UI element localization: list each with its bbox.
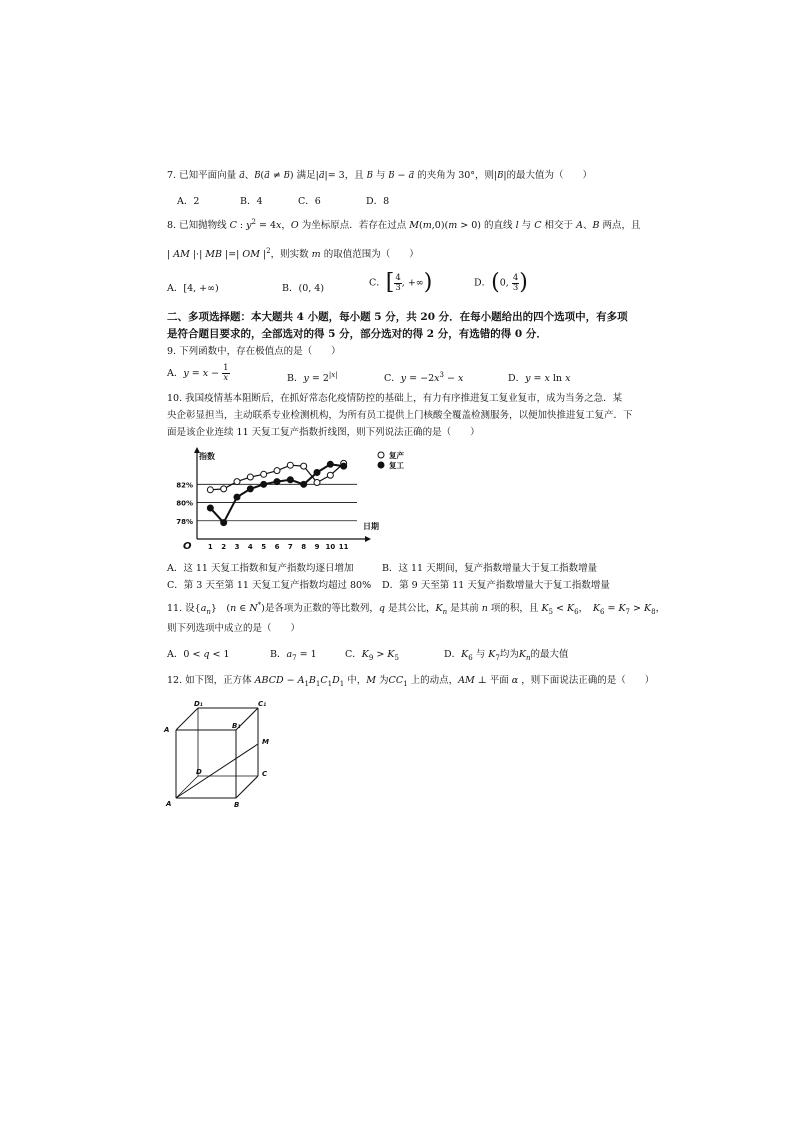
data-point — [287, 477, 293, 483]
y-tick-label: 78% — [176, 517, 193, 526]
q9-option-d-label: D． — [508, 373, 526, 384]
q8-option-c-label: C． — [369, 277, 386, 289]
data-point — [301, 463, 307, 469]
q11-option-d[interactable]: D．$K_6$ 与 $K_7$均为$K_n$的最大值 — [444, 649, 569, 662]
q11-stem-line1: 11. 设$\{a_n\}$ (n ∈ N*)是各项为正数的等比数列，q 是其公比，$K_n$ 是其前 n 项的积，且 $K_5 < K_6$， $K_6 = K_7 > K_8$， — [167, 601, 666, 617]
q11-text-a: 11. 设 — [167, 603, 195, 615]
q7-rest: 的夹角为 30°，则| — [417, 170, 498, 181]
q11-text-d: 是其前 — [450, 603, 479, 615]
cube-label-m: M — [262, 738, 269, 746]
data-point — [261, 471, 267, 477]
q8-text-a: 8. 已知抛物线 — [167, 220, 227, 232]
x-tick-label: 9 — [314, 543, 320, 551]
q9-option-d[interactable]: D．y = x ln x — [508, 373, 571, 384]
cube-label-b: B — [234, 801, 240, 809]
q8-option-a-label: A． — [167, 283, 184, 294]
data-point — [314, 469, 320, 475]
x-tick-label: 4 — [247, 543, 253, 551]
q7-option-d[interactable]: D．8 — [366, 196, 390, 207]
q9-option-b[interactable]: B．$y = 2^{|x|}$ — [287, 370, 338, 384]
q11-option-a-label: A． — [167, 649, 184, 660]
x-tick-label: 1 — [207, 543, 213, 551]
cube-label-c: C — [262, 770, 268, 778]
x-tick-label: 11 — [338, 543, 349, 551]
q8-text-g: ，则实数 — [270, 249, 309, 261]
q8-stem-line1: 8. 已知抛物线 C : $y^2 = 4x$，O 为坐标原点．若存在过点 M(m,0)(m > 0) 的直线 l 与 C 相交于 A、B 两点，且 — [167, 218, 641, 232]
cube-label-a: A — [166, 800, 172, 808]
q11-option-d-text2: 的最大值 — [530, 649, 569, 660]
y-tick-label: 80% — [176, 499, 193, 508]
q11-option-b[interactable]: B．$a_7 = 1$ — [270, 649, 317, 662]
x-tick-label: 5 — [261, 543, 267, 551]
q12-text-f: ，则下面说法正确的是（ ） — [521, 675, 655, 686]
y-tick-label: 82% — [176, 481, 193, 490]
q8-text-c: 的直线 — [484, 220, 513, 232]
line-chart — [165, 447, 415, 555]
x-tick-label: 3 — [234, 543, 240, 551]
legend-marker — [378, 452, 384, 458]
q11-option-c-label: C． — [345, 649, 362, 660]
q9-option-c-label: C． — [384, 373, 401, 384]
section2-heading-line1: 二、多项选择题：本大题共 4 小题，每小题 5 分，共 20 分．在每小题给出的四个选项中，有多项 — [167, 311, 628, 323]
q11-option-d-label: D． — [444, 649, 462, 660]
q7-prefix: 7. 已知平面向量 — [167, 170, 237, 181]
q8-option-c[interactable]: C．[ $\frac{4}{3}$ , +∞) — [369, 270, 433, 295]
x-axis-arrow — [365, 536, 371, 542]
q10-stem-line3: 面是该企业连续 11 天复工复产指数折线图，则下列说法正确的是（ ） — [167, 427, 480, 438]
q8-text-f: 两点，且 — [602, 220, 641, 232]
q8-text-d: 与 — [521, 220, 532, 232]
data-point — [301, 481, 307, 487]
cube-segment-am — [176, 744, 258, 798]
q7-option-c[interactable]: C．6 — [298, 196, 321, 207]
cube-label-a1: A — [164, 726, 170, 734]
x-tick-label: 2 — [221, 543, 227, 551]
q7-cond: 满足| — [296, 170, 319, 181]
q7-tail: |的最大值为（ ） — [503, 170, 593, 181]
data-point — [207, 487, 213, 493]
cube-label-c1: C₁ — [258, 700, 267, 708]
q12-text-e: 平面 — [489, 675, 509, 686]
q9-stem: 9. 下列函数中，存在极值点的是（ ） — [167, 346, 341, 357]
q10-option-d[interactable]: D．第 9 天至第 11 天复产指数增量大于复工指数增量 — [382, 580, 610, 591]
q12-text-d: 上的动点， — [410, 675, 459, 686]
data-point — [274, 468, 280, 474]
q8-option-d[interactable]: D．(0, $\frac{4}{3}$ ) — [474, 270, 528, 295]
cube-figure — [160, 700, 280, 810]
x-tick-label: 10 — [325, 543, 336, 551]
q7-norm: |= 3，且 — [324, 170, 364, 181]
data-point — [207, 505, 213, 511]
q8-option-d-label: D． — [474, 277, 492, 289]
cube-label-b1: B₁ — [232, 722, 241, 730]
legend-marker — [378, 462, 384, 468]
q11-option-d-text1: 均为 — [499, 649, 519, 660]
x-axis-label: 日期 — [363, 522, 379, 531]
q10-option-c[interactable]: C．第 3 天至第 11 天复工复产指数均超过 80% — [167, 580, 372, 591]
q12-text-c: 为 — [379, 675, 389, 686]
q7-stem: 7. 已知平面向量 a⃗、b⃗(a⃗ ≠ b⃗) 满足|a|= 3，且 b⃗ 与 b⃗ − a⃗ 的夹角为 30°，则|b|的最大值为（ ） — [167, 170, 593, 181]
q8-stem-line2: | AM |·| MB |=| OM $|^2$，则实数 m 的取值范围为（ ） — [167, 247, 419, 261]
data-point — [274, 479, 280, 485]
q12-text-b: 中， — [347, 675, 367, 686]
q10-stem-line1: 10. 我国疫情基本阻断后，在抓好常态化疫情防控的基础上，有力有序推进复工复业复市，成为当务之急．某 — [167, 393, 623, 404]
data-point — [327, 461, 333, 467]
data-point — [221, 486, 227, 492]
q7-option-b[interactable]: B．4 — [240, 196, 263, 207]
q9-option-c[interactable]: C．$y = -2x^3 - x$ — [384, 370, 464, 384]
q8-text-b: 为坐标原点．若存在过点 — [301, 220, 407, 232]
q11-option-c[interactable]: C．$K_9 > K_5$ — [345, 649, 399, 662]
cube-edge-a1-d1 — [176, 708, 198, 730]
x-tick-label: 7 — [287, 543, 293, 551]
legend-label: 复产 — [389, 451, 404, 460]
data-point — [234, 494, 240, 500]
cube-label-d: D — [196, 768, 202, 776]
q10-option-b[interactable]: B．这 11 天期间，复产指数增量大于复工指数增量 — [382, 563, 598, 574]
q11-option-a[interactable]: A．0 < q < 1 — [167, 649, 230, 660]
q8-text-e: 相交于 — [544, 220, 574, 232]
data-point — [247, 474, 253, 480]
data-point — [261, 481, 267, 487]
q7-option-a[interactable]: A．2 — [177, 196, 200, 207]
q12-stem: 12. 如下图，正方体 ABCD − $A_1B_1C_1D_1$ 中，M 为$CC_1$ 上的动点，AM ⊥ 平面 α ，则下面说法正确的是（ ） — [167, 675, 655, 688]
section2-heading-line2: 是符合题目要求的，全部选对的得 5 分，部分选对的得 2 分，有选错的得 0 分． — [167, 328, 547, 340]
q9-option-a-label: A． — [167, 368, 184, 379]
q11-stem-line2: 则下列选项中成立的是（ ） — [167, 623, 301, 634]
q10-stem-line2: 央企彰显担当，主动联系专业检测机构，为所有员工提供上门核酸全覆盖检测服务，以便加快推进复工复产．下 — [167, 410, 633, 421]
q8-option-b[interactable]: B．(0, 4) — [282, 283, 325, 294]
q9-option-a[interactable]: A．y = x − $\frac{1}{x}$ — [167, 363, 229, 383]
q8-option-a[interactable]: A．[4, +∞) — [167, 283, 219, 294]
q11-text-e: 项的积，且 — [490, 603, 539, 615]
q9-option-b-label: B． — [287, 373, 304, 384]
x-tick-label: 6 — [274, 543, 280, 551]
x-tick-label: 8 — [301, 543, 307, 551]
data-point — [247, 486, 253, 492]
data-point — [327, 472, 333, 478]
origin-label: O — [183, 541, 192, 552]
data-point — [341, 463, 347, 469]
cube-label-d1: D₁ — [194, 700, 203, 708]
y-axis-label: 指数 — [199, 452, 215, 461]
q12-text-a: 12. 如下图，正方体 — [167, 675, 252, 686]
legend-label: 复工 — [389, 461, 404, 470]
q11-option-b-label: B． — [270, 649, 287, 660]
data-point — [234, 479, 240, 485]
q8-option-b-label: B． — [282, 283, 299, 294]
data-point — [221, 520, 227, 526]
q11-text-c: 是其公比， — [388, 603, 436, 615]
q11-text-b: 是各项为正数的等比数列， — [264, 603, 379, 615]
cube-edge-a-d — [176, 776, 198, 798]
q10-option-a[interactable]: A．这 11 天复工指数和复产指数均逐日增加 — [167, 563, 354, 574]
data-point — [287, 462, 293, 468]
cube-edge-b-c — [236, 776, 258, 798]
data-point — [314, 480, 320, 486]
q8-text-h: 的取值范围为（ ） — [323, 249, 419, 261]
